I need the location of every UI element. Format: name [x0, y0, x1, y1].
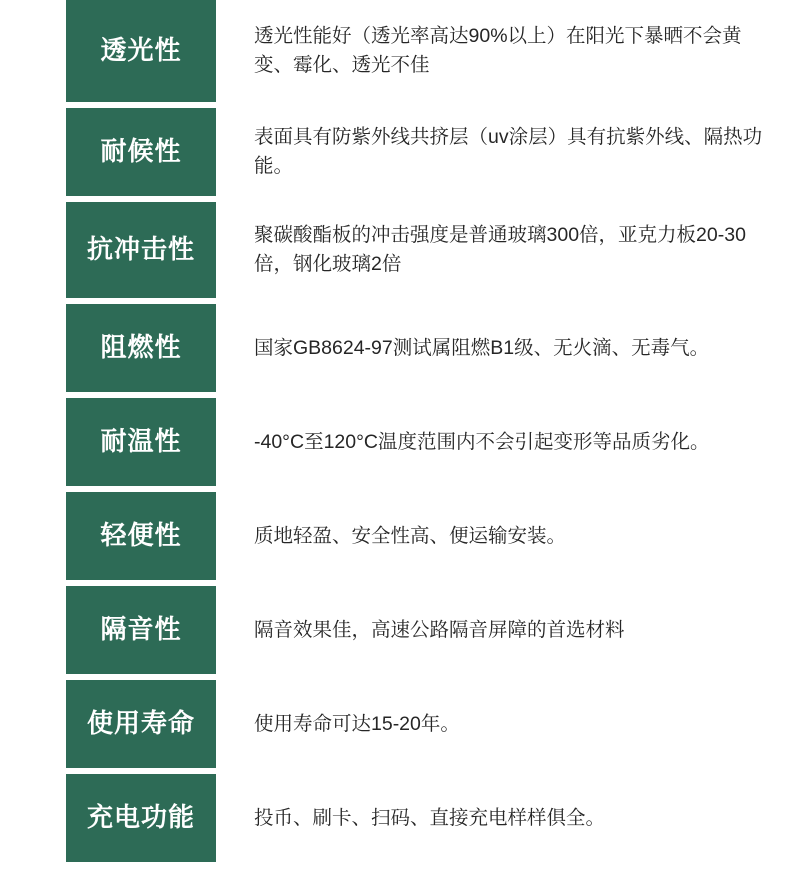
table-row: [0, 304, 790, 392]
feature-label-cell: [66, 202, 216, 298]
feature-description-cell: [216, 304, 790, 392]
feature-label-cell: [66, 0, 216, 102]
feature-label-text: 抗冲击性: [86, 234, 195, 265]
feature-description-cell: [216, 0, 790, 102]
feature-description-cell: [216, 492, 790, 580]
feature-label-text: 透光性: [100, 35, 182, 66]
feature-label-text: 耐温性: [100, 426, 182, 457]
feature-label-text: 阻燃性: [100, 332, 182, 363]
feature-description-text: 隔音效果佳，高速公路隔音屏障的首选材料: [254, 618, 625, 641]
feature-label-cell: [66, 398, 216, 486]
feature-description-text: 质地轻盈、安全性高、便运输安装。: [254, 524, 567, 547]
feature-label-cell: [66, 774, 216, 862]
table-row: [0, 586, 790, 674]
table-row: [0, 202, 790, 298]
feature-description-text: 透光性能好（透光率高达90%以上）在阳光下暴晒不会黄变、霉化、透光不佳: [254, 25, 742, 76]
table-row: [0, 774, 790, 862]
feature-description-text: 聚碳酸酯板的冲击强度是普通玻璃300倍，亚克力板20-30倍，钢化玻璃2倍: [254, 224, 746, 275]
table-row: [0, 680, 790, 768]
feature-label-text: 隔音性: [100, 614, 182, 645]
feature-description-cell: [216, 680, 790, 768]
feature-description-cell: [216, 108, 790, 196]
feature-description-text: 表面具有防紫外线共挤层（uv涂层）具有抗紫外线、隔热功能。: [254, 126, 763, 177]
feature-description-text: 国家GB8624-97测试属阻燃B1级、无火滴、无毒气。: [254, 336, 710, 359]
table-row: [0, 0, 790, 102]
feature-description-cell: [216, 202, 790, 298]
feature-description-cell: [216, 398, 790, 486]
feature-label-text: 充电功能: [86, 802, 195, 833]
feature-label-cell: [66, 304, 216, 392]
feature-label-cell: [66, 492, 216, 580]
feature-label-text: 耐候性: [100, 136, 182, 167]
table-row: [0, 398, 790, 486]
feature-label-text: 轻便性: [100, 520, 182, 551]
table-row: [0, 492, 790, 580]
feature-description-text: 投币、刷卡、扫码、直接充电样样俱全。: [254, 806, 606, 829]
table-row: [0, 108, 790, 196]
feature-label-text: 使用寿命: [86, 708, 195, 739]
feature-label-cell: [66, 108, 216, 196]
feature-description-cell: [216, 586, 790, 674]
feature-description-text: -40°C至120°C温度范围内不会引起变形等品质劣化。: [254, 430, 710, 453]
feature-label-cell: [66, 680, 216, 768]
feature-description-text: 使用寿命可达15-20年。: [254, 712, 460, 735]
feature-description-cell: [216, 774, 790, 862]
feature-label-cell: [66, 586, 216, 674]
